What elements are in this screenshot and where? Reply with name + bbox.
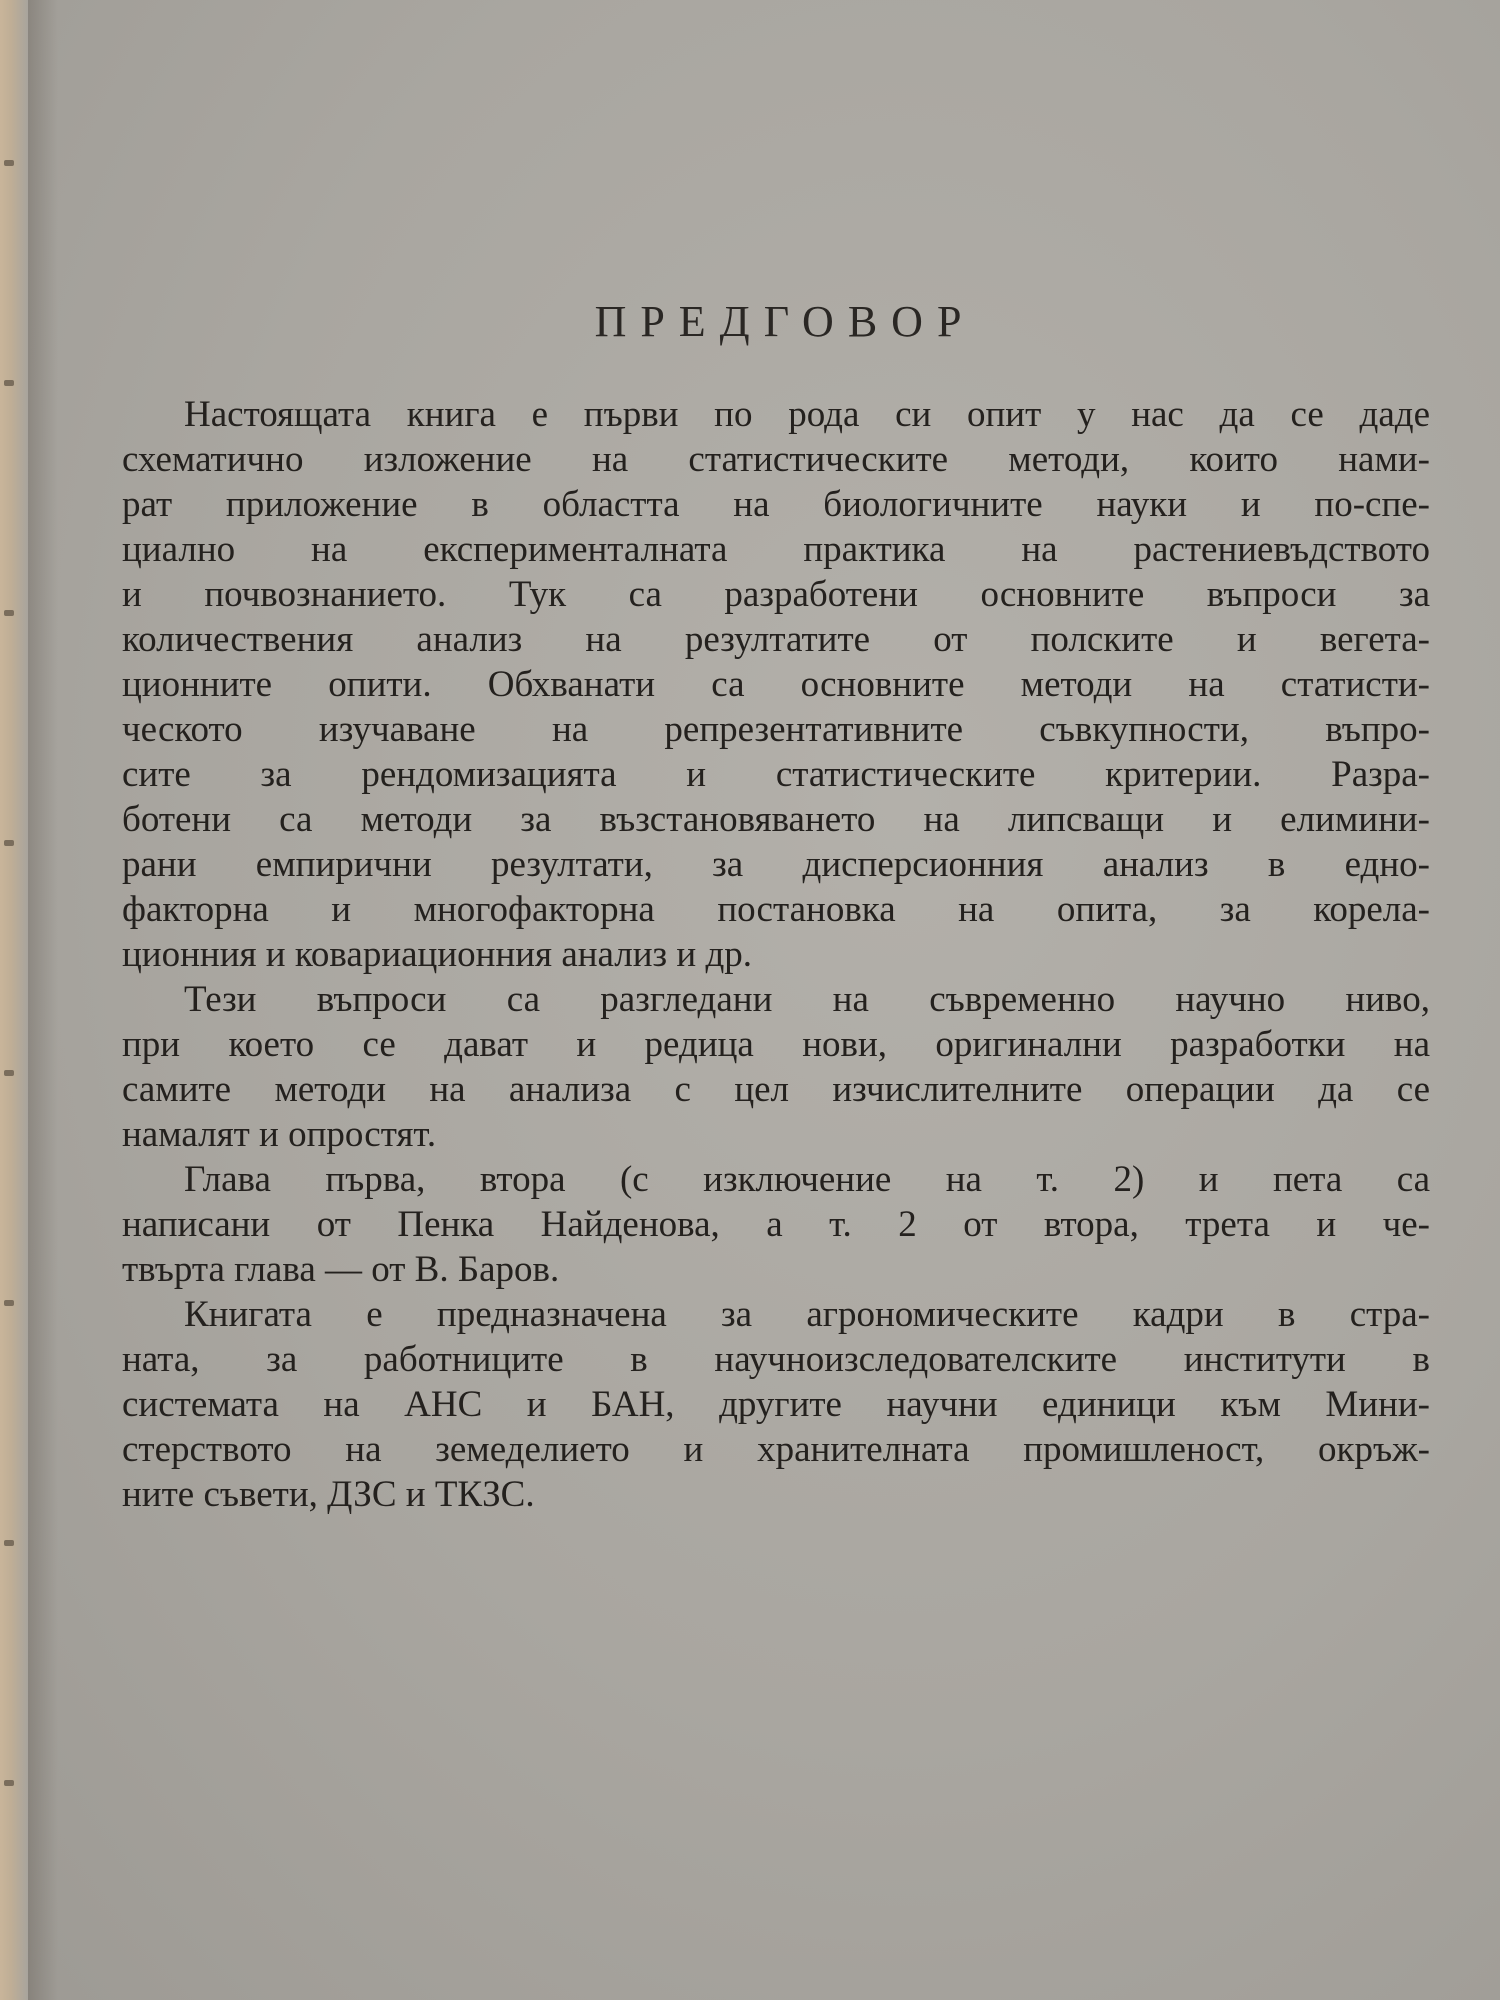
binding-stitch — [4, 840, 14, 846]
text-line: Настоящата книга е първи по рода си опит у нас да се даде — [184, 394, 1430, 435]
text-line: ната, за работниците в научноизследователските институти в — [122, 1339, 1430, 1380]
text-line: факторна и многофакторна постановка на опита, за корела- — [122, 889, 1430, 930]
text-line: Глава първа, втора (с изключение на т. 2) и пета са — [184, 1159, 1430, 1200]
text-line: системата на АНС и БАН, другите научни единици към Мини- — [122, 1384, 1430, 1425]
text-line: ционните опити. Обхванати са основните методи на статисти- — [122, 664, 1430, 705]
binding-stitch — [4, 610, 14, 616]
binding-stitch — [4, 1300, 14, 1306]
page-title: ПРЕДГОВОР — [594, 297, 976, 346]
text-line: количествения анализ на резултатите от полските и вегета- — [122, 619, 1430, 660]
text-line: Книгата е предназначена за агрономическите кадри в стра- — [184, 1294, 1430, 1335]
text-line: ботени са методи за възстановяването на липсващи и елимини- — [122, 799, 1430, 840]
text-line: ческото изучаване на репрезентативните съвкупности, въпро- — [122, 709, 1430, 750]
text-line: циално на експерименталната практика на растениевъдството — [122, 529, 1430, 570]
text-line: рани емпирични резултати, за дисперсионния анализ в едно- — [122, 844, 1430, 885]
text-line: ните съвети, ДЗС и ТКЗС. — [122, 1474, 535, 1515]
text-line: и почвознанието. Тук са разработени основните въпроси за — [122, 574, 1430, 615]
binding-stitch — [4, 380, 14, 386]
text-line: самите методи на анализа с цел изчислителните операции да се — [122, 1069, 1430, 1110]
binding-stitch — [4, 1070, 14, 1076]
text-line: ционния и ковариационния анализ и др. — [122, 934, 753, 975]
text-line: стерството на земеделието и хранителната промишленост, окръж- — [122, 1429, 1430, 1470]
text-line: намалят и опростят. — [122, 1114, 437, 1155]
binding-stitch — [4, 1780, 14, 1786]
text-line: твърта глава — от В. Баров. — [122, 1249, 560, 1290]
text-line: при което се дават и редица нови, оригинални разработки на — [122, 1024, 1430, 1065]
text-line: схематично изложение на статистическите методи, които нами- — [122, 439, 1430, 480]
binding-stitch — [4, 1540, 14, 1546]
text-line: сите за рендомизацията и статистическите критерии. Разра- — [122, 754, 1430, 795]
text-line: написани от Пенка Найденова, а т. 2 от втора, трета и че- — [122, 1204, 1430, 1245]
preface-text — [122, 392, 1430, 1517]
text-line: рат приложение в областта на биологичните науки и по-спе- — [122, 484, 1430, 525]
text-line: Тези въпроси са разгледани на съвременно научно ниво, — [184, 979, 1430, 1020]
binding-stitch — [4, 160, 14, 166]
